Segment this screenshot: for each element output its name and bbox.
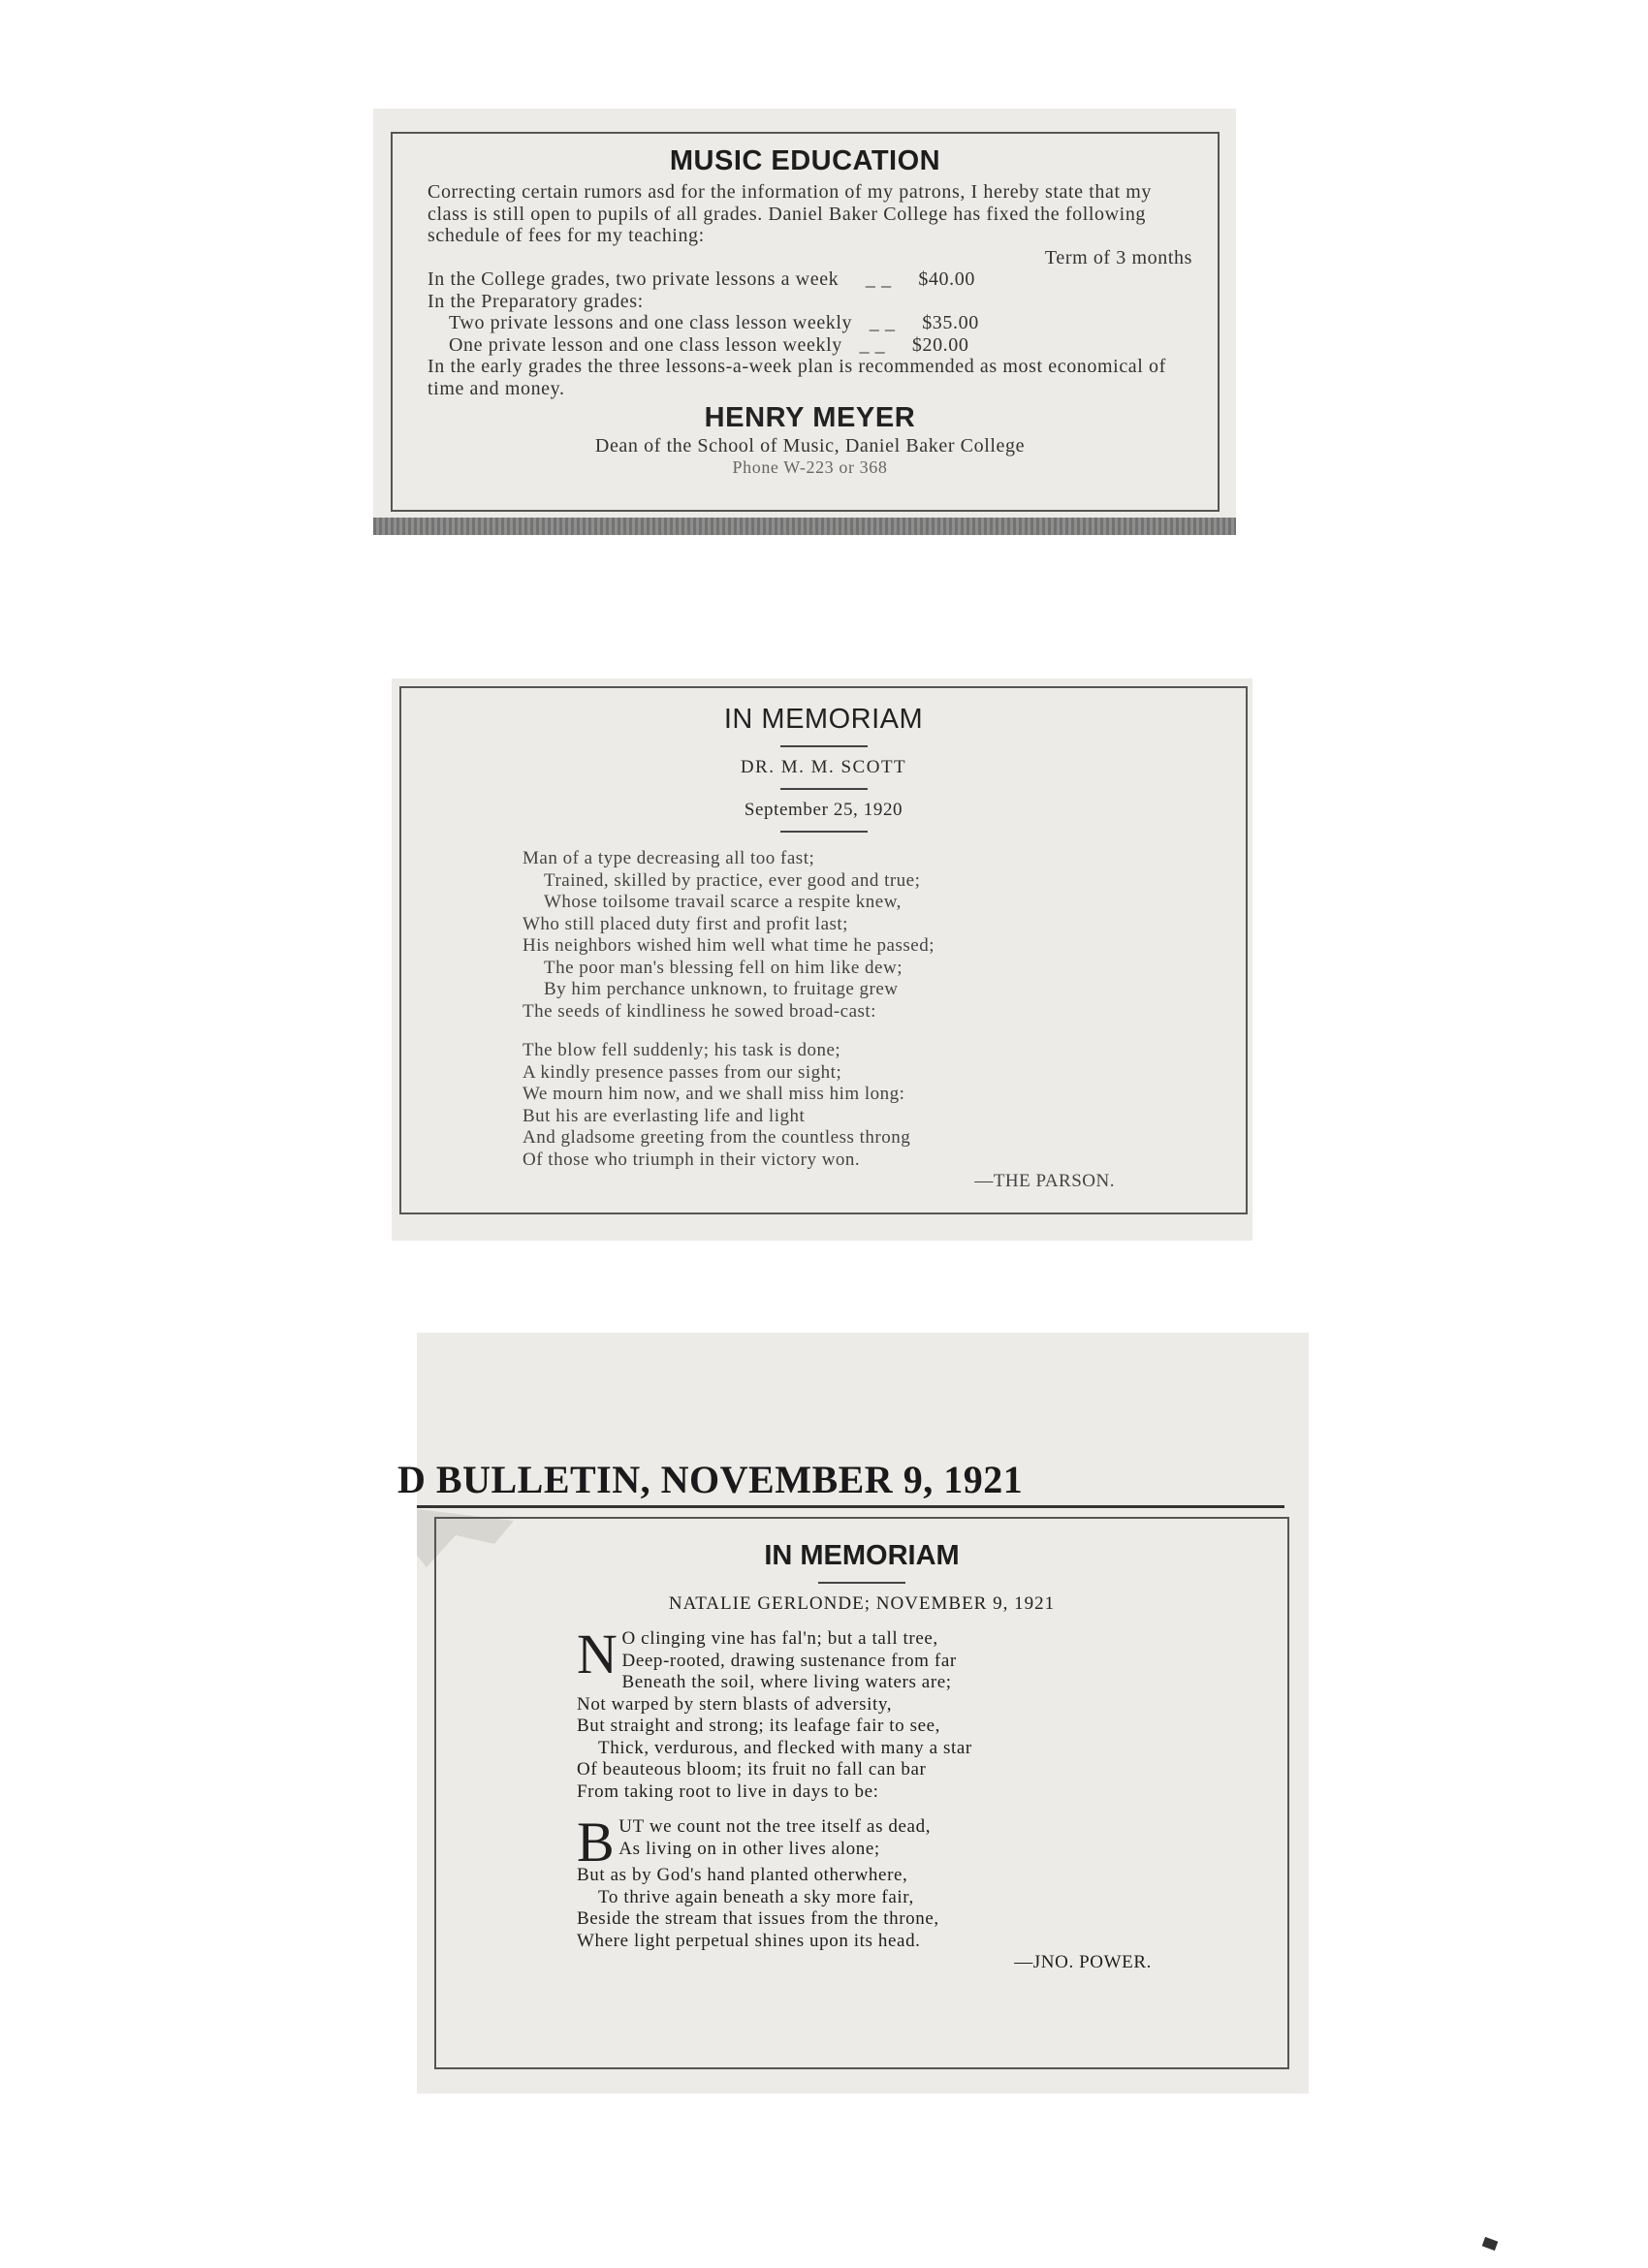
newspaper-masthead: D BULLETIN, NOVEMBER 9, 1921	[397, 1458, 1024, 1501]
signature-title: Dean of the School of Music, Daniel Baker College	[594, 434, 1026, 457]
poem-line: Where light perpetual shines upon its head.	[577, 1930, 921, 1951]
poem-line: The poor man's blessing fell on him like dew;	[544, 957, 903, 978]
music-education-title: MUSIC EDUCATION	[669, 145, 941, 176]
fee-label: In the College grades, two private lessons a week	[428, 268, 840, 290]
divider	[818, 1582, 905, 1584]
memoriam-gerlonde-clipping	[397, 1333, 1309, 2094]
fee-amount: $35.00	[922, 312, 979, 333]
term-note: Term of 3 months	[1044, 246, 1192, 268]
bottom-border-band	[373, 518, 1236, 535]
fee-amount: $20.00	[911, 333, 969, 356]
memoriam-scott-date: September 25, 1920	[744, 800, 903, 820]
memoriam-scott-name: DR. M. M. SCOTT	[740, 757, 907, 777]
poem-line: Who still placed duty first and profit last;	[523, 913, 848, 934]
poem-line: But his are everlasting life and light	[523, 1105, 806, 1126]
music-education-clipping	[373, 109, 1236, 535]
fee-amount: $40.00	[918, 268, 975, 290]
poem-line: And gladsome greeting from the countless throng	[523, 1127, 911, 1148]
poem-line: O clinging vine has fal'n; but a tall tree,	[621, 1628, 938, 1649]
poem-line: Beneath the soil, where living waters are;	[621, 1672, 952, 1692]
poem-line: By him perchance unknown, to fruitage grew	[544, 979, 899, 999]
prep-heading: In the Preparatory grades:	[428, 290, 644, 312]
poem-line: Whose toilsome travail scarce a respite knew,	[544, 892, 902, 912]
poem-line: Of those who triumph in their victory won.	[523, 1149, 861, 1170]
poem-line: From taking root to live in days to be:	[577, 1780, 879, 1802]
poem-line: His neighbors wished him well what time he passed;	[523, 935, 935, 956]
poem-line: Not warped by stern blasts of adversity,	[577, 1693, 893, 1715]
poem-line: UT we count not the tree itself as dead,	[618, 1816, 932, 1837]
poem-line: But as by God's hand planted otherwhere,	[577, 1865, 908, 1885]
music-education-body	[393, 177, 1218, 479]
fee-dash: _ _	[865, 268, 892, 290]
fee-label: One private lesson and one class lesson weekly	[449, 333, 842, 356]
poem-line: Trained, skilled by practice, ever good and true;	[544, 869, 921, 891]
dropcap: N	[577, 1628, 618, 1685]
music-education-border	[391, 132, 1220, 512]
memoriam-scott-clipping	[392, 678, 1252, 1241]
poem-line: The seeds of kindliness he sowed broad-cast:	[523, 1000, 876, 1022]
music-education-closing: In the early grades the three lessons-a-week plan is recommended as most economical of time and money.	[428, 356, 1166, 399]
dropcap: B	[577, 1816, 616, 1874]
stanza-1	[577, 1628, 1287, 1803]
poem-line: Thick, verdurous, and flecked with many a star	[598, 1737, 972, 1758]
memoriam-scott-title: IN MEMORIAM	[723, 704, 924, 735]
fee-row-prep-1	[428, 312, 1192, 334]
memoriam-gerlonde-name: NATALIE GERLONDE; NOVEMBER 9, 1921	[668, 1593, 1056, 1614]
memoriam-gerlonde-title: IN MEMORIAM	[764, 1540, 960, 1571]
divider	[780, 788, 868, 790]
ink-speck	[1482, 2237, 1499, 2251]
poem-line: A kindly presence passes from our sight;	[523, 1061, 842, 1083]
phone-number: Phone W-223 or 368	[732, 457, 888, 477]
poem-line: As living on in other lives alone;	[618, 1838, 880, 1859]
poem-line: Deep-rooted, drawing sustenance from far	[621, 1650, 957, 1671]
memoriam-scott-poem	[401, 848, 1246, 1193]
poem-line: Man of a type decreasing all too fast;	[523, 848, 815, 868]
memoriam-gerlonde-border	[434, 1517, 1289, 2069]
music-education-paragraph: Correcting certain rumors asd for the information of my patrons, I hereby state that my class is still open to pupils of all grades. Daniel Baker College has fixed the following schedule of fees for my teaching:	[428, 181, 1152, 246]
fee-label: Two private lessons and one class lesson weekly	[449, 312, 853, 333]
divider	[780, 831, 868, 833]
poem-line: But straight and strong; its leafage fair to see,	[577, 1716, 940, 1736]
poem-line: Of beauteous bloom; its fruit no fall can bar	[577, 1759, 927, 1780]
fee-row-college	[428, 268, 1192, 291]
fee-dash: _ _	[859, 333, 886, 356]
signature-name: HENRY MEYER	[704, 402, 916, 433]
poem-line: To thrive again beneath a sky more fair,	[598, 1886, 914, 1907]
masthead-rule	[417, 1505, 1284, 1508]
memoriam-scott-border	[399, 686, 1248, 1214]
divider	[780, 745, 868, 747]
stanza-2	[577, 1816, 1287, 1952]
fee-row-prep-2	[428, 334, 1192, 357]
memoriam-gerlonde-byline: —JNO. POWER.	[1014, 1952, 1152, 1972]
poem-line: The blow fell suddenly; his task is done;	[523, 1040, 841, 1060]
memoriam-gerlonde-poem	[436, 1628, 1287, 1974]
fee-dash: _ _	[869, 312, 896, 333]
poem-line: Beside the stream that issues from the throne,	[577, 1908, 939, 1929]
memoriam-scott-byline: —THE PARSON.	[974, 1171, 1115, 1191]
poem-line: We mourn him now, and we shall miss him long:	[523, 1084, 905, 1104]
